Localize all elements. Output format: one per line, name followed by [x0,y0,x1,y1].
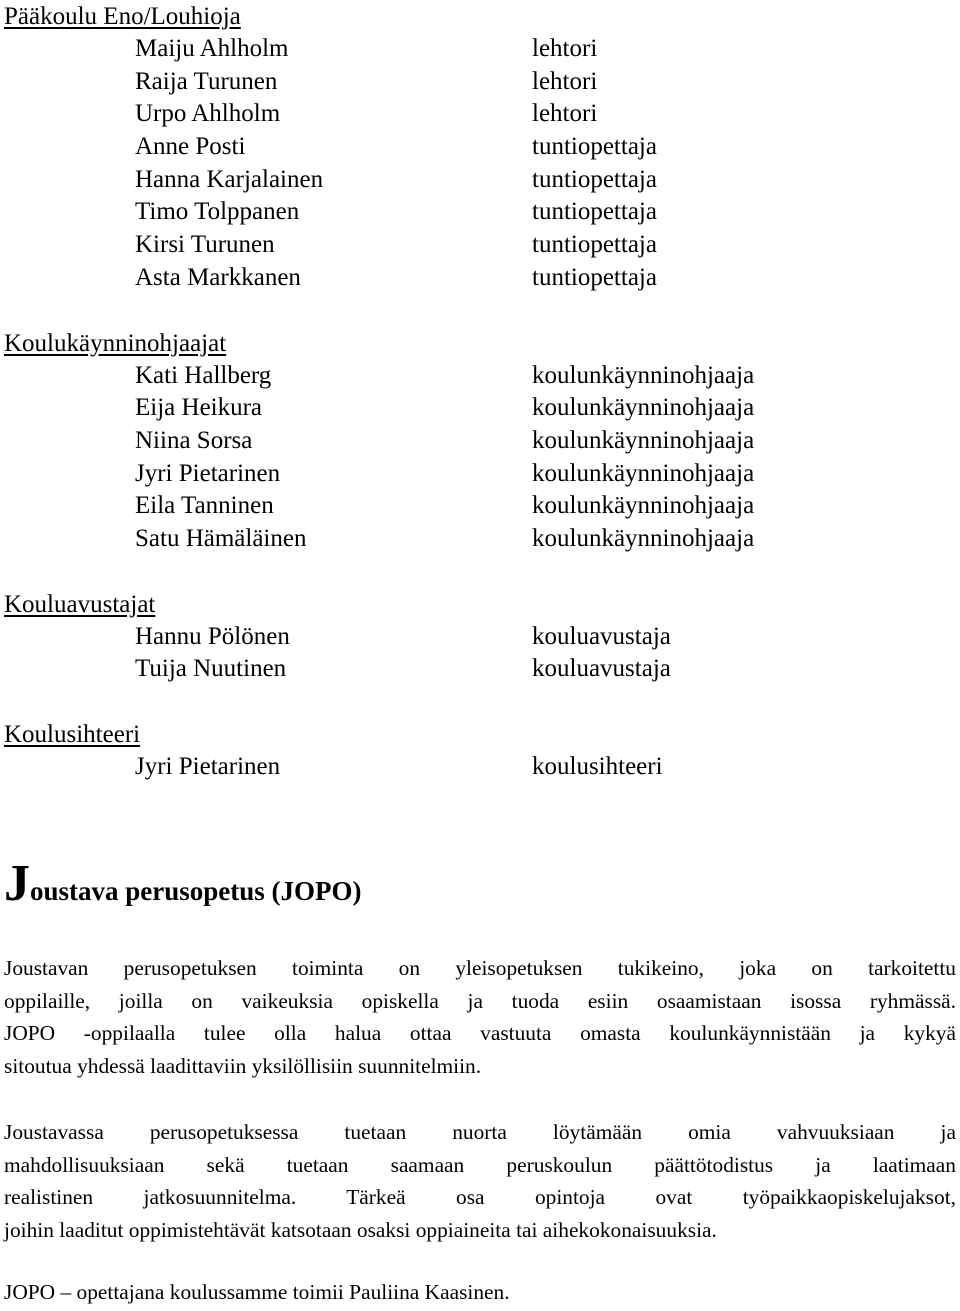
staff-name: Jyri Pietarinen [135,753,281,780]
staff-role: koulunkäynninohjaaja [532,524,755,552]
staff-role: tuntiopettaja [532,198,657,226]
staff-row [4,490,954,523]
text-line: realistinen jatkosuunnitelma. Tärkeä osa opintoja ovat työpaikkaopiskelujaksot, [4,1185,956,1210]
group-title: Pääkoulu Eno/Louhioja [4,3,241,30]
text-line: oppilaille, joilla on vaikeuksia opiskella ja tuoda esiin osaamistaan isossa ryhmässä. [4,988,956,1013]
staff-name: Urpo Ahlholm [135,100,281,128]
jopo-heading-rest: oustava perusopetus (JOPO) [30,876,362,906]
staff-role: koulunkäynninohjaaja [532,492,755,520]
staff-group [4,0,954,295]
staff-role: koulunkäynninohjaaja [532,394,755,422]
staff-row [4,751,954,784]
staff-row [4,33,954,66]
staff-name: Satu Hämäläinen [135,524,307,552]
text-line: mahdollisuuksiaan sekä tuetaan saamaan peruskoulun päättötodistus ja laatimaan [4,1152,956,1177]
staff-role: kouluavustaja [532,655,671,683]
staff-row [4,164,954,197]
staff-roster [4,0,954,816]
staff-row [4,196,954,229]
staff-row [4,392,954,425]
staff-name: Maiju Ahlholm [135,35,289,62]
staff-row [4,653,954,686]
group-title: Koulukäynninohjaajat [4,329,227,357]
staff-row [4,458,954,491]
jopo-heading-initial: J [4,855,30,912]
jopo-section [4,855,956,1304]
staff-row [4,523,954,556]
text-line: Joustavassa perusopetuksessa tuetaan nuorta löytämään omia vahvuuksiaan ja [4,1120,956,1144]
staff-role: koulunkäynninohjaaja [532,459,755,487]
staff-name: Eila Tanninen [135,492,274,520]
staff-name: Raija Turunen [135,67,278,95]
jopo-heading [4,855,956,912]
staff-name: Asta Markkanen [135,263,301,291]
staff-group [4,327,954,556]
staff-row [4,131,954,164]
staff-name: Anne Posti [135,133,246,161]
staff-row [4,66,954,99]
staff-name: Hanna Karjalainen [135,165,324,193]
staff-name: Hannu Pölönen [135,622,290,650]
staff-role: lehtori [532,100,598,128]
staff-role: tuntiopettaja [532,231,657,259]
text-line: sitoutua yhdessä laadittaviin yksilöllisiin suunnitelmiin. [4,1053,482,1078]
text-line: Joustavan perusopetuksen toiminta on yleisopetuksen tukikeino, joka on tarkoitettu [4,956,956,980]
staff-role: koulunkäynninohjaaja [532,361,755,389]
staff-name: Tuija Nuutinen [135,655,287,683]
staff-row [4,425,954,458]
staff-role: lehtori [532,67,598,95]
staff-role: tuntiopettaja [532,263,657,291]
text-line: JOPO -oppilaalla tulee olla halua ottaa vastuuta omasta koulunkäynnistään ja kykyä [4,1021,956,1046]
staff-role: tuntiopettaja [532,165,657,193]
staff-name: Jyri Pietarinen [135,459,281,487]
staff-role: tuntiopettaja [532,133,657,161]
staff-role: lehtori [532,35,598,62]
jopo-paragraph-2 [4,1116,956,1246]
staff-name: Kati Hallberg [135,361,272,389]
staff-role: koulunkäynninohjaaja [532,426,755,454]
jopo-paragraph-1 [4,952,956,1082]
jopo-paragraph-3: JOPO – opettajana koulussamme toimii Pauliina Kaasinen. [4,1280,510,1304]
staff-name: Kirsi Turunen [135,231,275,259]
group-title: Koulusihteeri [4,721,141,748]
staff-row [4,621,954,654]
staff-row [4,229,954,262]
staff-group [4,718,954,784]
staff-role: kouluavustaja [532,622,671,650]
text-line: joihin laaditut oppimistehtävät katsotaan osaksi oppiaineita tai aihekokonaisuuksia. [4,1217,717,1242]
staff-row [4,360,954,393]
staff-name: Eija Heikura [135,394,263,422]
staff-role: koulusihteeri [532,753,663,780]
staff-group [4,588,954,686]
staff-name: Niina Sorsa [135,426,253,454]
staff-row [4,98,954,131]
group-title: Kouluavustajat [4,590,156,618]
staff-row [4,262,954,295]
staff-name: Timo Tolppanen [135,198,300,226]
